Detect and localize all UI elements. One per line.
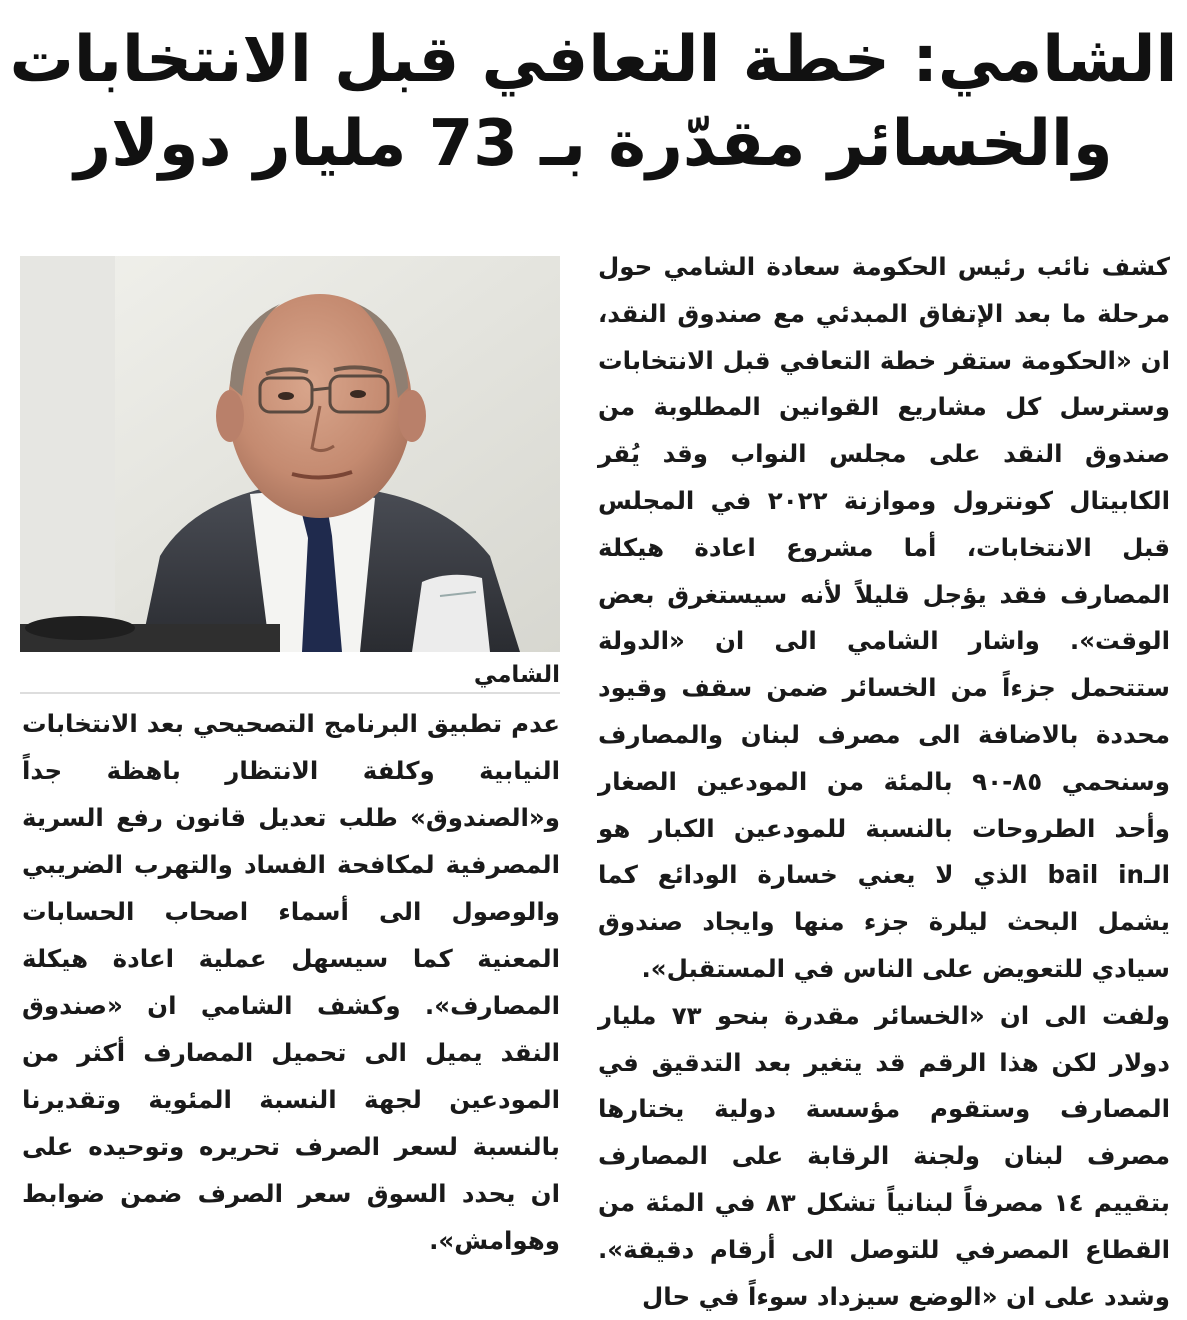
headline-line-2: والخسائر مقدّرة بـ 73 مليار دولار — [74, 107, 1113, 181]
photo-caption: الشامي — [20, 658, 560, 694]
headline-line-1: الشامي: خطة التعافي قبل الانتخابات — [9, 23, 1178, 97]
article-column-right — [598, 244, 1170, 1320]
article-paragraph: عدم تطبيق البرنامج التصحيحي بعد الانتخابات النيابية وكلفة الانتظار باهظة جداً و«الصندوق» طلب تعديل قانون رفع السرية المصرفية لمكافحة الفساد والتهرب الضريبي والوصول الى أسماء اصحاب الحسابات المعنية كما سيسهل عملية اعادة هيكلة المصارف». وكشف الشامي ان «صندوق النقد يميل الى تحميل المصارف أكثر من المودعين لجهة النسبة المئوية وتقديرنا بالنسبة لسعر الصرف تحريره وتوحيده على ان يحدد السوق سعر الصرف ضمن ضوابط وهوامش». — [22, 709, 560, 1255]
article-paragraph: كشف نائب رئيس الحكومة سعادة الشامي حول مرحلة ما بعد الإتفاق المبدئي مع صندوق النقد، ان «الحكومة ستقر خطة التعافي قبل الانتخابات وسترسل كل مشاريع القوانين المطلوبة من صندوق النقد على مجلس النواب وقد يُقر الكابيتال كونترول وموازنة ٢٠٢٢ في المجلس قبل الانتخابات، أما مشروع اعادة هيكلة المصارف فقد يؤجل قليلاً لأنه سيستغرق بعض الوقت». واشار الشامي الى ان «الدولة ستتحمل جزءاً من الخسائر ضمن سقف وقيود محددة بالاضافة الى مصرف لبنان والمصارف وسنحمي ٨٥-٩٠ بالمئة من المودعين الصغار وأحد الطروحات بالنسبة للمودعين الكبار هو الـbail in الذي لا يعني خسارة الودائع كما يشمل البحث ليلرة جزء منها وايجاد صندوق سيادي للتعويض على الناس في المستقبل». — [598, 252, 1170, 983]
article-paragraph: ولفت الى ان «الخسائر مقدرة بنحو ٧٣ مليار دولار لكن هذا الرقم قد يتغير بعد التدقيق في المصارف وستقوم مؤسسة دولية يختارها مصرف لبنان ولجنة الرقابة على المصارف بتقييم ١٤ مصرفاً لبنانياً تشكل ٨٣ في المئة من القطاع المصرفي للتوصل الى أرقام دقيقة». وشدد على ان «الوضع سيزداد سوءاً في حال — [598, 1000, 1170, 1311]
headline — [0, 18, 1187, 186]
portrait-illustration — [20, 256, 560, 652]
portrait-photo — [20, 256, 560, 652]
article-column-left — [22, 700, 560, 1264]
